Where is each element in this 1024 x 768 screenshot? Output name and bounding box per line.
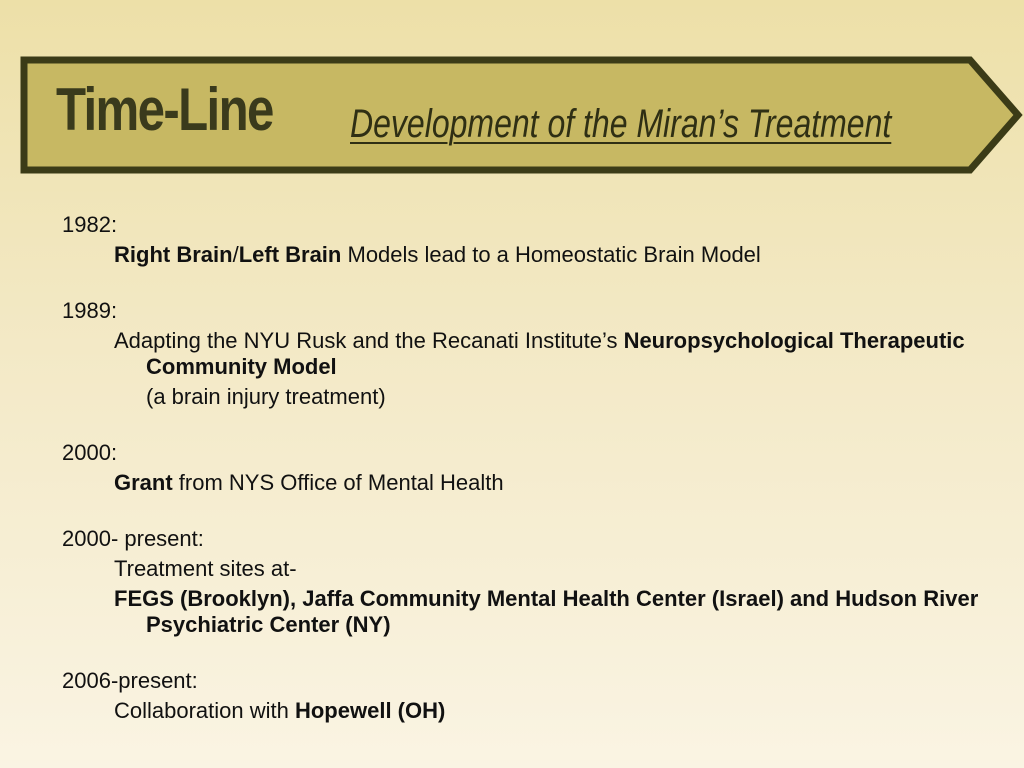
timeline-entry-2000 <box>62 440 992 496</box>
emphasis-text: Grant <box>114 470 173 495</box>
plain-text: from NYS Office of Mental Health <box>172 470 504 495</box>
timeline-entry-2000-present <box>62 526 992 638</box>
timeline-year: 2000- present: <box>62 526 204 551</box>
emphasis-text: Neuropsychological Therapeutic Community Model <box>146 328 965 379</box>
page-title: Time-Line <box>56 76 273 143</box>
timeline-description <box>62 470 992 496</box>
timeline-note: (a brain injury treatment) <box>146 384 386 409</box>
timeline-entry-1989 <box>62 298 992 410</box>
timeline-content <box>62 212 992 728</box>
timeline-entry-1982 <box>62 212 992 268</box>
emphasis-text: FEGS (Brooklyn), Jaffa Community Mental Health Center (Israel) and Hudson River Psychiatric Center (NY) <box>114 586 979 637</box>
timeline-year: 2000: <box>62 440 118 465</box>
plain-text: Adapting the NYU Rusk and the Recanati Institute’s <box>114 328 624 353</box>
plain-text: Models lead to a Homeostatic Brain Model <box>341 242 761 267</box>
timeline-entry-2006-present <box>62 668 992 724</box>
timeline-year: 1989: <box>62 298 118 323</box>
plain-text: Collaboration with <box>114 698 295 723</box>
timeline-description: Treatment sites at- <box>114 556 297 581</box>
emphasis-text: Hopewell (OH) <box>294 698 446 723</box>
page-subtitle: Development of the Miran’s Treatment <box>350 102 892 146</box>
plain-text: / <box>232 242 239 267</box>
timeline-year: 1982: <box>62 212 118 237</box>
timeline-description <box>62 242 992 268</box>
timeline-description <box>62 698 992 724</box>
title-banner <box>0 0 1024 180</box>
timeline-year: 2006-present: <box>62 668 198 693</box>
emphasis-text: Right Brain <box>114 242 233 267</box>
treatment-sites-list <box>62 586 992 638</box>
emphasis-text: Left Brain <box>238 242 342 267</box>
timeline-description <box>62 328 992 380</box>
